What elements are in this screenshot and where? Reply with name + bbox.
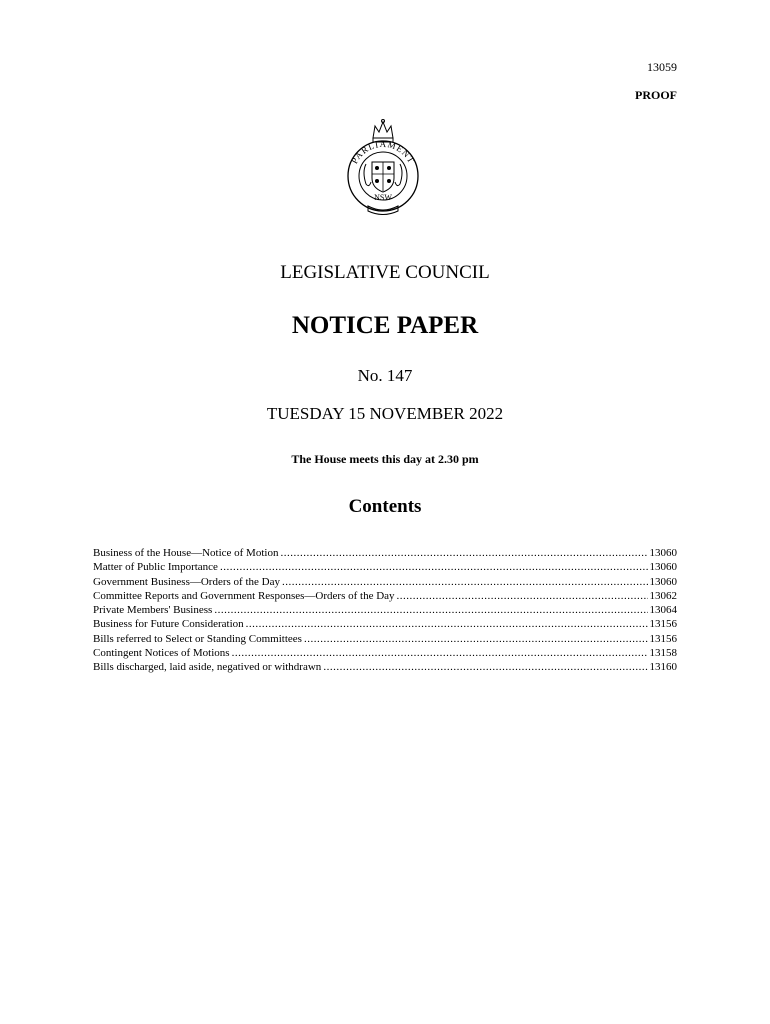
toc-entry[interactable]	[93, 603, 677, 617]
toc-entry[interactable]	[93, 646, 677, 660]
toc-entry-page: 13064	[649, 604, 677, 617]
sitting-date: TUESDAY 15 NOVEMBER 2022	[266, 404, 504, 423]
toc-leader-dots	[304, 632, 648, 646]
toc-entry-label: Business for Future Consideration	[93, 618, 244, 631]
proof-label: PROOF	[635, 88, 677, 102]
toc-entry[interactable]	[93, 560, 677, 574]
toc-entry[interactable]	[93, 546, 677, 560]
toc-entry-page: 13060	[649, 547, 677, 559]
toc-entry-page: 13158	[649, 647, 677, 660]
paper-number: No. 147	[357, 366, 413, 385]
toc-entry-page: 13160	[649, 661, 677, 674]
contents-heading: Contents	[348, 496, 422, 517]
crest-arc-text: PARLIAMENT	[349, 138, 417, 166]
toc-entry-page: 13156	[649, 618, 677, 631]
table-of-contents	[93, 546, 677, 675]
house-name: LEGISLATIVE COUNCIL	[280, 262, 490, 283]
toc-entry[interactable]	[93, 575, 677, 589]
toc-entry-label: Contingent Notices of Motions	[93, 647, 230, 660]
toc-entry-label: Business of the House—Notice of Motion	[93, 547, 279, 559]
toc-entry-label: Private Members' Business	[93, 604, 213, 617]
toc-leader-dots	[214, 603, 647, 617]
toc-entry[interactable]	[93, 617, 677, 631]
toc-entry[interactable]	[93, 589, 677, 603]
toc-entry-page: 13062	[649, 589, 677, 602]
toc-entry-label: Bills referred to Select or Standing Committees	[93, 632, 302, 645]
toc-entry-label: Matter of Public Importance	[93, 561, 218, 574]
toc-leader-dots	[232, 646, 648, 660]
toc-leader-dots	[220, 560, 648, 574]
toc-leader-dots	[323, 660, 647, 674]
toc-leader-dots	[280, 546, 647, 560]
toc-entry-label: Bills discharged, laid aside, negatived or withdrawn	[93, 661, 322, 674]
toc-entry-label: Government Business—Orders of the Day	[93, 575, 280, 588]
toc-leader-dots	[397, 589, 648, 603]
meeting-time: The House meets this day at 2.30 pm	[291, 452, 479, 466]
parliament-crest-icon	[342, 118, 424, 218]
toc-entry[interactable]	[93, 632, 677, 646]
toc-leader-dots	[282, 575, 648, 589]
toc-entry-page: 13060	[649, 575, 677, 588]
toc-entry-page: 13060	[649, 561, 677, 574]
toc-entry-page: 13156	[649, 632, 677, 645]
document-title: NOTICE PAPER	[291, 312, 479, 339]
toc-leader-dots	[246, 617, 648, 631]
crest-base-text: NSW	[374, 193, 392, 202]
toc-entry-label: Committee Reports and Government Responses—Orders of the Day	[93, 589, 395, 602]
toc-entry[interactable]	[93, 660, 677, 674]
page-number: 13059	[647, 60, 677, 74]
